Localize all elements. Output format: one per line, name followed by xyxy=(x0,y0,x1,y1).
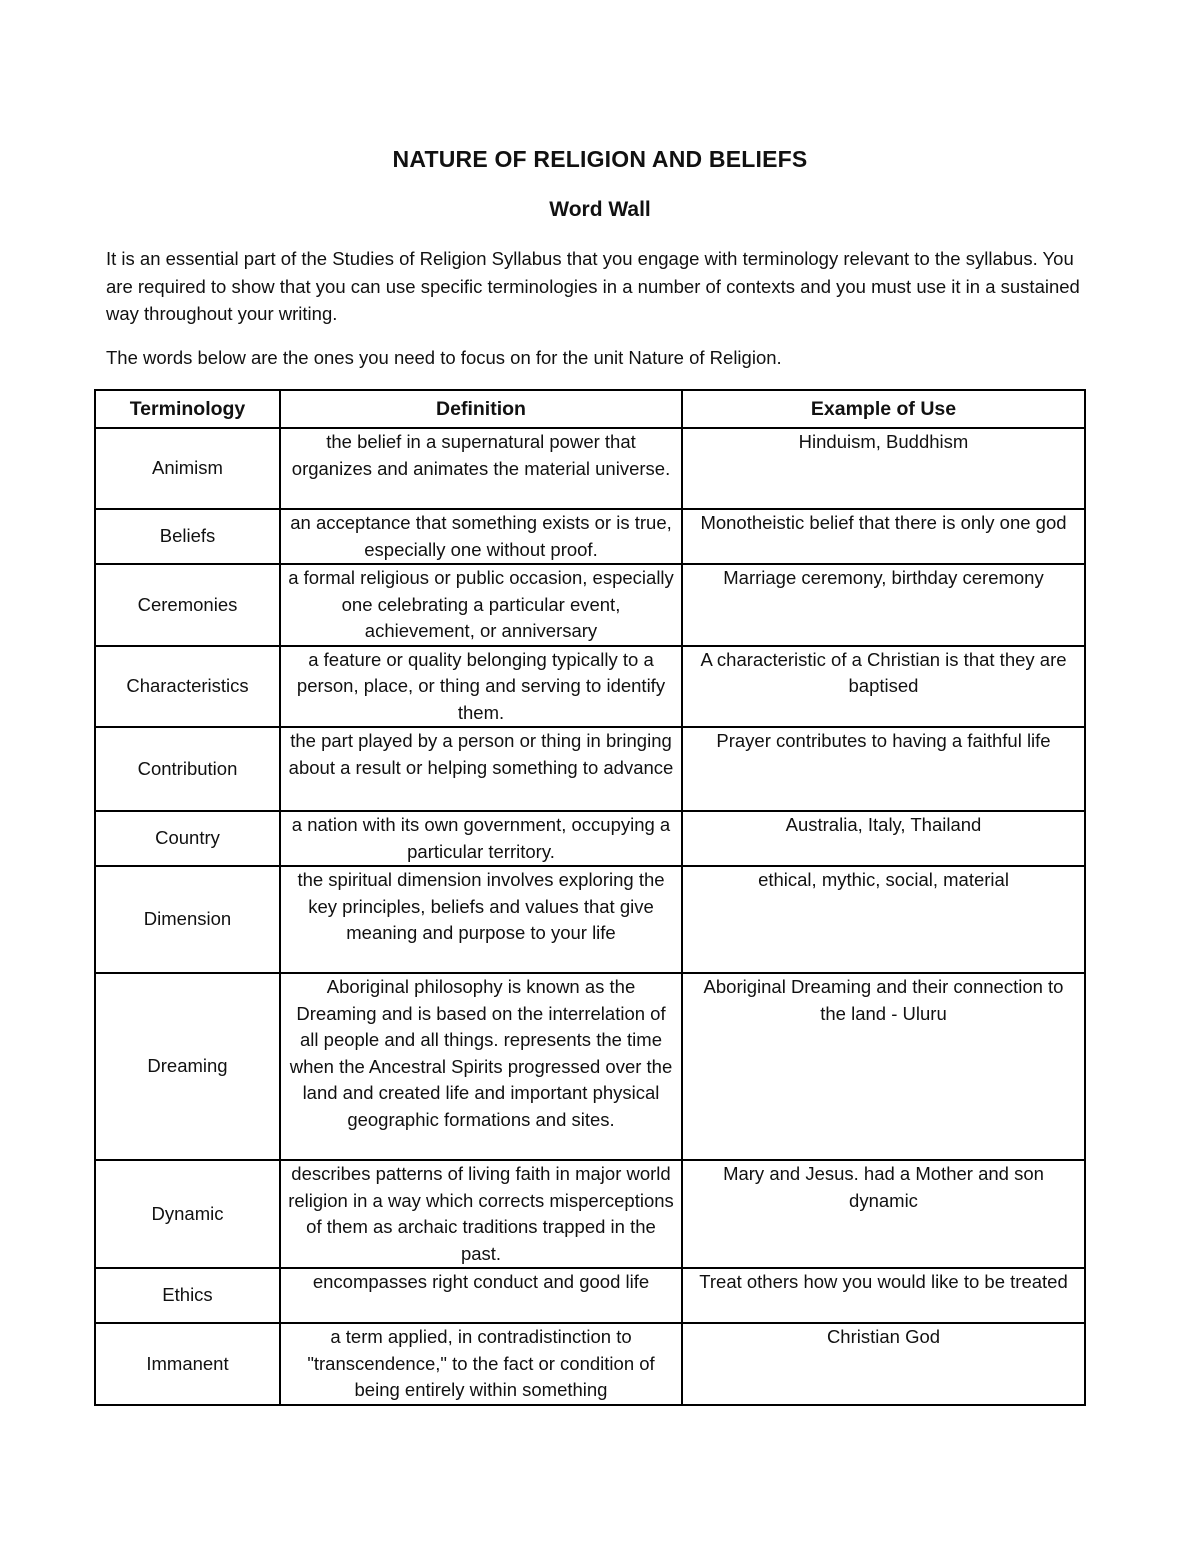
example-cell: Monotheistic belief that there is only one god xyxy=(682,509,1085,564)
table-row xyxy=(95,1323,1085,1405)
definition-cell: Aboriginal philosophy is known as the Dreaming and is based on the interrelation of all people and all things. represents the time when the Ancestral Spirits progressed over the land and created life and important physical geographic formations and sites. xyxy=(280,973,682,1160)
definition-cell: an acceptance that something exists or is true, especially one without proof. xyxy=(280,509,682,564)
definition-cell: a feature or quality belonging typically to a person, place, or thing and serving to identify them. xyxy=(280,646,682,728)
definition-cell: a nation with its own government, occupying a particular territory. xyxy=(280,811,682,866)
term-cell: Immanent xyxy=(95,1323,280,1405)
table-row xyxy=(95,1268,1085,1323)
example-cell: Treat others how you would like to be treated xyxy=(682,1268,1085,1323)
term-cell: Dreaming xyxy=(95,973,280,1160)
term-cell: Dimension xyxy=(95,866,280,973)
example-cell: Aboriginal Dreaming and their connection to the land - Uluru xyxy=(682,973,1085,1160)
document-title: NATURE OF RELIGION AND BELIEFS xyxy=(392,146,808,172)
table-row xyxy=(95,428,1085,509)
example-cell: A characteristic of a Christian is that they are baptised xyxy=(682,646,1085,728)
example-cell: Christian God xyxy=(682,1323,1085,1405)
definition-cell: the part played by a person or thing in bringing about a result or helping something to advance xyxy=(280,727,682,811)
term-cell: Contribution xyxy=(95,727,280,811)
term-cell: Characteristics xyxy=(95,646,280,728)
term-cell: Dynamic xyxy=(95,1160,280,1268)
header-example: Example of Use xyxy=(682,390,1085,428)
definition-cell: describes patterns of living faith in major world religion in a way which corrects misperceptions of them as archaic traditions trapped in the past. xyxy=(280,1160,682,1268)
term-cell: Animism xyxy=(95,428,280,509)
definition-cell: the spiritual dimension involves exploring the key principles, beliefs and values that give meaning and purpose to your life xyxy=(280,866,682,973)
table-row xyxy=(95,509,1085,564)
definition-cell: the belief in a supernatural power that organizes and animates the material universe. xyxy=(280,428,682,509)
example-cell: Prayer contributes to having a faithful life xyxy=(682,727,1085,811)
example-cell: Australia, Italy, Thailand xyxy=(682,811,1085,866)
header-definition: Definition xyxy=(280,390,682,428)
word-wall-table xyxy=(94,389,1086,1406)
intro-paragraph: It is an essential part of the Studies of Religion Syllabus that you engage with terminology relevant to the syllabus. You are required to show that you can use specific terminologies in a number of contexts and you must use it in a sustained way throughout your writing. xyxy=(106,248,1080,324)
document-subtitle: Word Wall xyxy=(549,198,651,221)
table-header-row xyxy=(95,390,1085,428)
table-row xyxy=(95,866,1085,973)
table-row xyxy=(95,646,1085,728)
table-row xyxy=(95,973,1085,1160)
term-cell: Ceremonies xyxy=(95,564,280,646)
example-cell: Marriage ceremony, birthday ceremony xyxy=(682,564,1085,646)
table-row xyxy=(95,1160,1085,1268)
table-row xyxy=(95,727,1085,811)
focus-paragraph: The words below are the ones you need to focus on for the unit Nature of Religion. xyxy=(106,347,782,368)
example-cell: Hinduism, Buddhism xyxy=(682,428,1085,509)
definition-cell: a formal religious or public occasion, especially one celebrating a particular event, achievement, or anniversary xyxy=(280,564,682,646)
table-row xyxy=(95,811,1085,866)
header-terminology: Terminology xyxy=(95,390,280,428)
example-cell: ethical, mythic, social, material xyxy=(682,866,1085,973)
table-row xyxy=(95,564,1085,646)
definition-cell: encompasses right conduct and good life xyxy=(280,1268,682,1323)
example-cell: Mary and Jesus. had a Mother and son dynamic xyxy=(682,1160,1085,1268)
term-cell: Ethics xyxy=(95,1268,280,1323)
term-cell: Beliefs xyxy=(95,509,280,564)
term-cell: Country xyxy=(95,811,280,866)
definition-cell: a term applied, in contradistinction to "transcendence," to the fact or condition of being entirely within something xyxy=(280,1323,682,1405)
